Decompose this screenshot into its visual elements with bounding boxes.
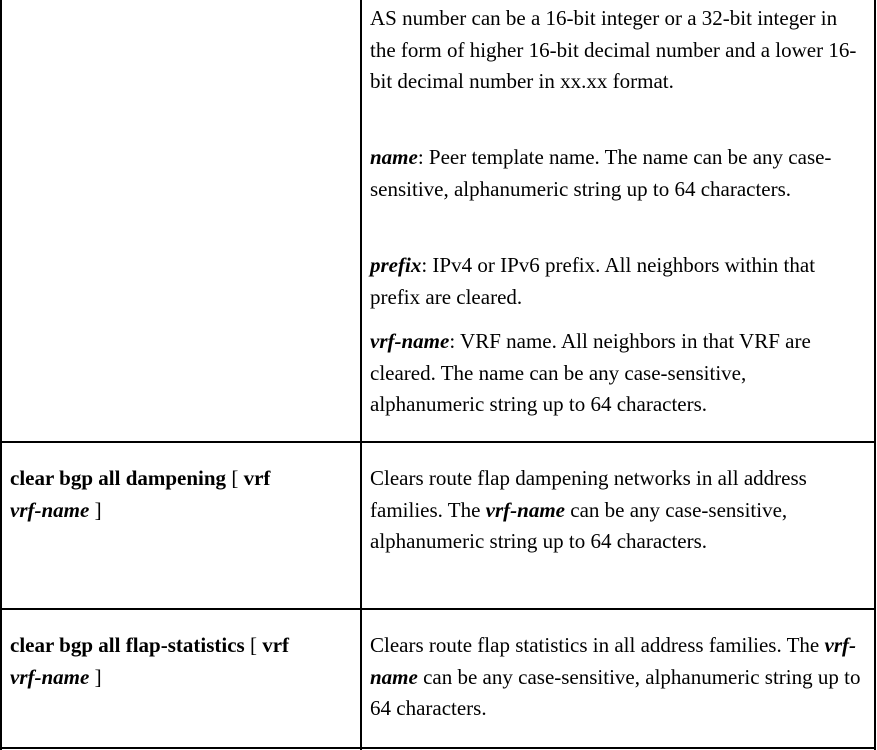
description-name	[370, 142, 865, 205]
vrf-keyword: vrf	[243, 466, 271, 490]
bracket: ]	[89, 664, 102, 689]
bracket: [	[244, 633, 263, 657]
description-text: AS number can be a 16-bit integer or a 32-bit integer in the form of higher 16-bit decimal number and a lower 16-bit decimal number in xx.xx format.	[370, 6, 857, 93]
table-right-border	[874, 0, 876, 750]
description-prefix	[370, 250, 865, 313]
command-argument: vrf-name	[10, 497, 90, 522]
vrf-keyword: vrf	[262, 633, 290, 657]
description-text: : IPv4 or IPv6 prefix. All neighbors within that prefix are cleared.	[370, 253, 816, 309]
description-text: : Peer template name. The name can be any case-sensitive, alphanumeric string up to 64 characters.	[370, 145, 832, 201]
command-syntax	[10, 463, 350, 526]
table-column-divider	[360, 0, 362, 750]
argument-term: prefix	[370, 253, 422, 277]
command-keyword: clear bgp all flap-statistics	[10, 633, 245, 657]
command-syntax	[10, 630, 355, 693]
command-description: Clears route flap dampening networks in all address families. The vrf-name can be any case-sensitive, alphanumeric string up to 64 characters.	[370, 466, 807, 553]
argument-term: vrf-name	[485, 497, 565, 522]
command-description: Clears route flap statistics in all address families. The vrf-name can be any case-sensitive, alphanumeric string up to 64 characters.	[370, 633, 861, 720]
description-text: : VRF name. All neighbors in that VRF are cleared. The name can be any case-sensitive, alphanumeric string up to 64 characters.	[370, 329, 811, 416]
description-as-number	[370, 3, 865, 98]
bracket: ]	[89, 497, 102, 522]
row-divider-2	[0, 608, 876, 610]
description-vrf-name	[370, 326, 865, 421]
argument-term: name	[370, 145, 418, 169]
argument-term: vrf-name	[370, 329, 450, 353]
command-keyword: clear bgp all dampening	[10, 466, 227, 490]
table-bottom-border	[0, 747, 876, 749]
table-left-border	[0, 0, 2, 750]
command-argument: vrf-name	[10, 664, 90, 689]
bracket: [	[226, 466, 244, 490]
row-divider-1	[0, 441, 876, 443]
argument-term: vrf-name	[370, 633, 856, 689]
